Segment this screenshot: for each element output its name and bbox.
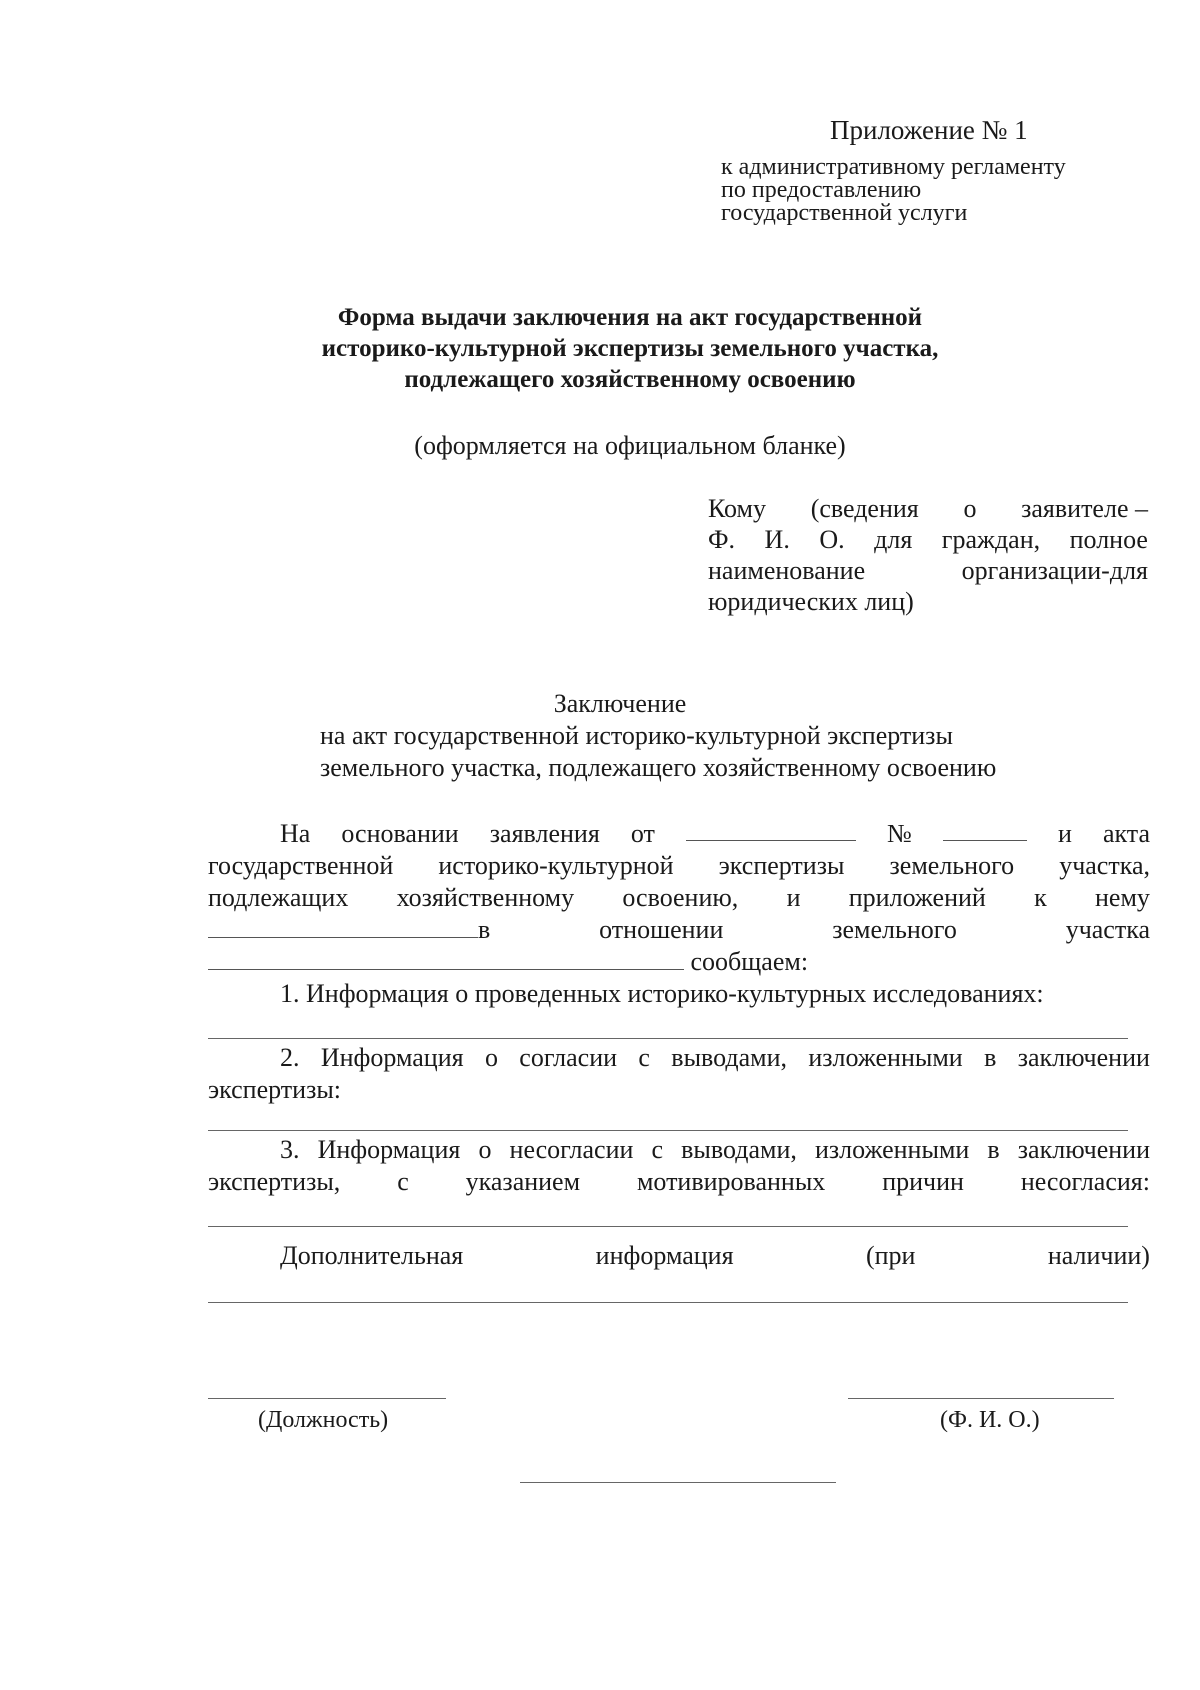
recipient-block xyxy=(708,493,1148,617)
item-2-answer-line[interactable] xyxy=(208,1130,1128,1131)
bottom-separator xyxy=(520,1482,836,1483)
paragraph-line: Дополнительная информация (при наличии) xyxy=(280,1241,1150,1270)
land-plot-field[interactable] xyxy=(208,947,684,970)
recipient-line: юридических лиц) xyxy=(708,587,914,616)
paragraph-basis xyxy=(208,818,1150,978)
appendix-line: государственной услуги xyxy=(721,200,968,226)
conclusion-heading: Заключение xyxy=(553,689,687,718)
appendix-title: Приложение № 1 xyxy=(830,115,1028,145)
paragraph-line: 3. Информация о несогласии с выводами, изложенными в заключении xyxy=(280,1135,1150,1164)
form-title xyxy=(300,302,960,395)
paragraph-line: государственной историко-культурной экспертизы земельного участка, xyxy=(208,851,1150,880)
position-label: (Должность) xyxy=(258,1407,389,1433)
item-1-answer-line[interactable] xyxy=(208,1038,1128,1039)
form-note: (оформляется на официальном бланке) xyxy=(414,431,846,460)
appendix-line: к административному регламенту xyxy=(721,154,1066,180)
name-signature-line[interactable] xyxy=(848,1398,1114,1399)
item-1: 1. Информация о проведенных историко-культурных исследованиях: xyxy=(280,979,1044,1008)
paragraph-line: сообщаем: xyxy=(208,946,1150,978)
form-title-line: историко-культурной экспертизы земельного участка, xyxy=(321,335,939,362)
paragraph-line: 2. Информация о согласии с выводами, изложенными в заключении xyxy=(280,1043,1150,1072)
paragraph-line: в отношении земельного участка xyxy=(208,914,1150,946)
recipient-line: наименование организации-для xyxy=(708,556,1148,585)
additional-info-answer-line[interactable] xyxy=(208,1302,1128,1303)
conclusion-subtitle-line: земельного участка, подлежащего хозяйственному освоению xyxy=(320,753,997,782)
additional-info xyxy=(208,1240,1150,1272)
form-title-line: подлежащего хозяйственному освоению xyxy=(404,366,856,393)
application-date-field[interactable] xyxy=(686,818,856,841)
paragraph-line: экспертизы, с указанием мотивированных причин несогласия: xyxy=(208,1167,1150,1196)
appendix-subtitle xyxy=(721,156,1066,225)
conclusion-title xyxy=(320,688,997,784)
attachments-field[interactable] xyxy=(208,915,478,938)
appendix-line: по предоставлению xyxy=(721,177,922,203)
form-title-line: Форма выдачи заключения на акт государственной xyxy=(337,304,923,331)
conclusion-subtitle-line: на акт государственной историко-культурной экспертизы xyxy=(320,721,953,750)
paragraph-line: На основании заявления от № и акта xyxy=(280,819,1150,848)
name-label: (Ф. И. О.) xyxy=(940,1407,1040,1433)
position-signature-line[interactable] xyxy=(208,1398,446,1399)
item-3 xyxy=(208,1134,1150,1198)
paragraph-line: подлежащих хозяйственному освоению, и приложений к нему xyxy=(208,883,1150,912)
item-3-answer-line[interactable] xyxy=(208,1226,1128,1227)
recipient-line: Кому (сведения о заявителе – xyxy=(708,494,1148,523)
recipient-line: Ф. И. О. для граждан, полное xyxy=(708,525,1148,554)
item-2 xyxy=(208,1042,1150,1106)
paragraph-line: экспертизы: xyxy=(208,1075,342,1104)
application-number-field[interactable] xyxy=(943,818,1027,841)
